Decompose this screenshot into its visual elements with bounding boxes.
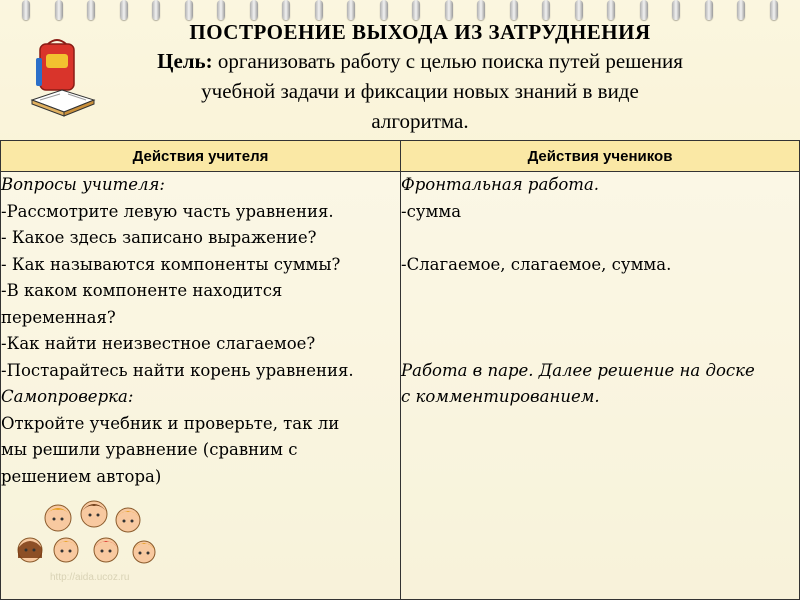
page-title: ПОСТРОЕНИЕ ВЫХОДА ИЗ ЗАТРУДНЕНИЯ <box>189 20 651 44</box>
teacher-action-line: - Какое здесь записано выражение? <box>1 228 317 247</box>
student-action-line: Работа в паре. Далее решение на доске <box>401 360 755 380</box>
goal-label: Цель: <box>157 49 213 73</box>
binding-ring <box>542 0 550 20</box>
binding-ring <box>412 0 420 20</box>
children-illustration <box>10 498 160 578</box>
goal-line-3: алгоритма. <box>371 109 469 133</box>
binding-ring <box>445 0 453 20</box>
student-action-line: с комментированием. <box>401 387 600 406</box>
teacher-action-line: Самопроверка: <box>1 387 134 406</box>
binding-ring <box>607 0 615 20</box>
goal-text-1: организовать работу с целью поиска путей решения <box>212 49 683 73</box>
binding-ring <box>640 0 648 20</box>
student-action-line: -Слагаемое, слагаемое, сумма. <box>401 254 672 274</box>
student-action-line <box>401 305 799 332</box>
binding-ring <box>380 0 388 20</box>
student-action-line <box>401 278 799 305</box>
binding-ring <box>705 0 713 20</box>
binding-ring <box>737 0 745 20</box>
watermark-url: http://aida.ucoz.ru <box>50 572 130 583</box>
binding-ring <box>510 0 518 20</box>
teacher-action-line: Вопросы учителя: <box>1 175 165 194</box>
binding-ring <box>282 0 290 20</box>
teacher-action-line: -Как найти неизвестное слагаемое? <box>1 334 316 353</box>
teacher-action-line: -В каком компоненте находится <box>1 281 283 300</box>
teacher-action-line: решением автора) <box>1 466 162 486</box>
teacher-action-line: переменная? <box>1 307 116 327</box>
student-action-line <box>401 225 799 252</box>
binding-ring <box>672 0 680 20</box>
binding-ring <box>250 0 258 20</box>
binding-ring <box>770 0 778 20</box>
teacher-action-line: Откройте учебник и проверьте, так ли <box>1 413 340 433</box>
binding-ring <box>477 0 485 20</box>
column-header-students: Действия учеников <box>401 141 800 172</box>
binding-ring <box>120 0 128 20</box>
binding-ring <box>55 0 63 20</box>
binding-ring <box>22 0 30 20</box>
goal-line-1 <box>60 46 780 76</box>
binding-ring <box>347 0 355 20</box>
student-action-line: -сумма <box>401 201 462 221</box>
goal-line-2: учебной задачи и фиксации новых знаний в виде <box>201 79 639 103</box>
header <box>60 18 780 136</box>
teacher-action-line: мы решили уравнение (сравним с <box>1 440 298 459</box>
binding-ring <box>152 0 160 20</box>
column-header-teacher: Действия учителя <box>1 141 401 172</box>
binding-ring <box>217 0 225 20</box>
student-actions-cell <box>401 172 800 600</box>
teacher-action-line: -Рассмотрите левую часть уравнения. <box>1 201 334 221</box>
binding-ring <box>185 0 193 20</box>
binding-ring <box>315 0 323 20</box>
teacher-action-line: -Постарайтесь найти корень уравнения. <box>1 360 354 380</box>
student-action-line: Фронтальная работа. <box>401 175 600 194</box>
binding-ring <box>87 0 95 20</box>
teacher-action-line: - Как называются компоненты суммы? <box>1 254 341 274</box>
binding-ring <box>575 0 583 20</box>
student-action-line <box>401 331 799 358</box>
